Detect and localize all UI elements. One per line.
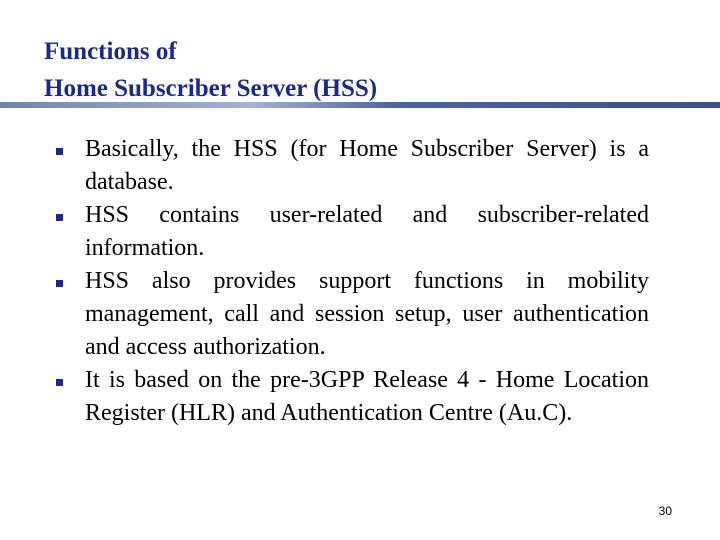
bullet-item	[56, 199, 649, 265]
slide-title	[44, 33, 377, 107]
square-bullet-icon	[56, 199, 85, 232]
bullet-text: It is based on the pre-3GPP Release 4 - Home Location Register (HLR) and Authentication Centre (Au.C).	[85, 367, 649, 426]
bullet-list	[56, 133, 649, 430]
title-line-1: Functions of	[44, 38, 177, 65]
title-divider	[0, 102, 720, 108]
bullet-item	[56, 265, 649, 364]
square-bullet-icon	[56, 265, 85, 298]
bullet-item	[56, 364, 649, 430]
bullet-text: HSS contains user-related and subscriber-related information.	[85, 202, 649, 261]
square-bullet-icon	[56, 364, 85, 397]
square-bullet-icon	[56, 133, 85, 166]
bullet-item	[56, 133, 649, 199]
bullet-text: Basically, the HSS (for Home Subscriber Server) is a database.	[85, 136, 649, 195]
page-number: 30	[658, 504, 672, 518]
bullet-text: HSS also provides support functions in mobility management, call and session setup, user authentication and access authorization.	[85, 268, 649, 360]
title-line-2: Home Subscriber Server (HSS)	[44, 75, 378, 102]
